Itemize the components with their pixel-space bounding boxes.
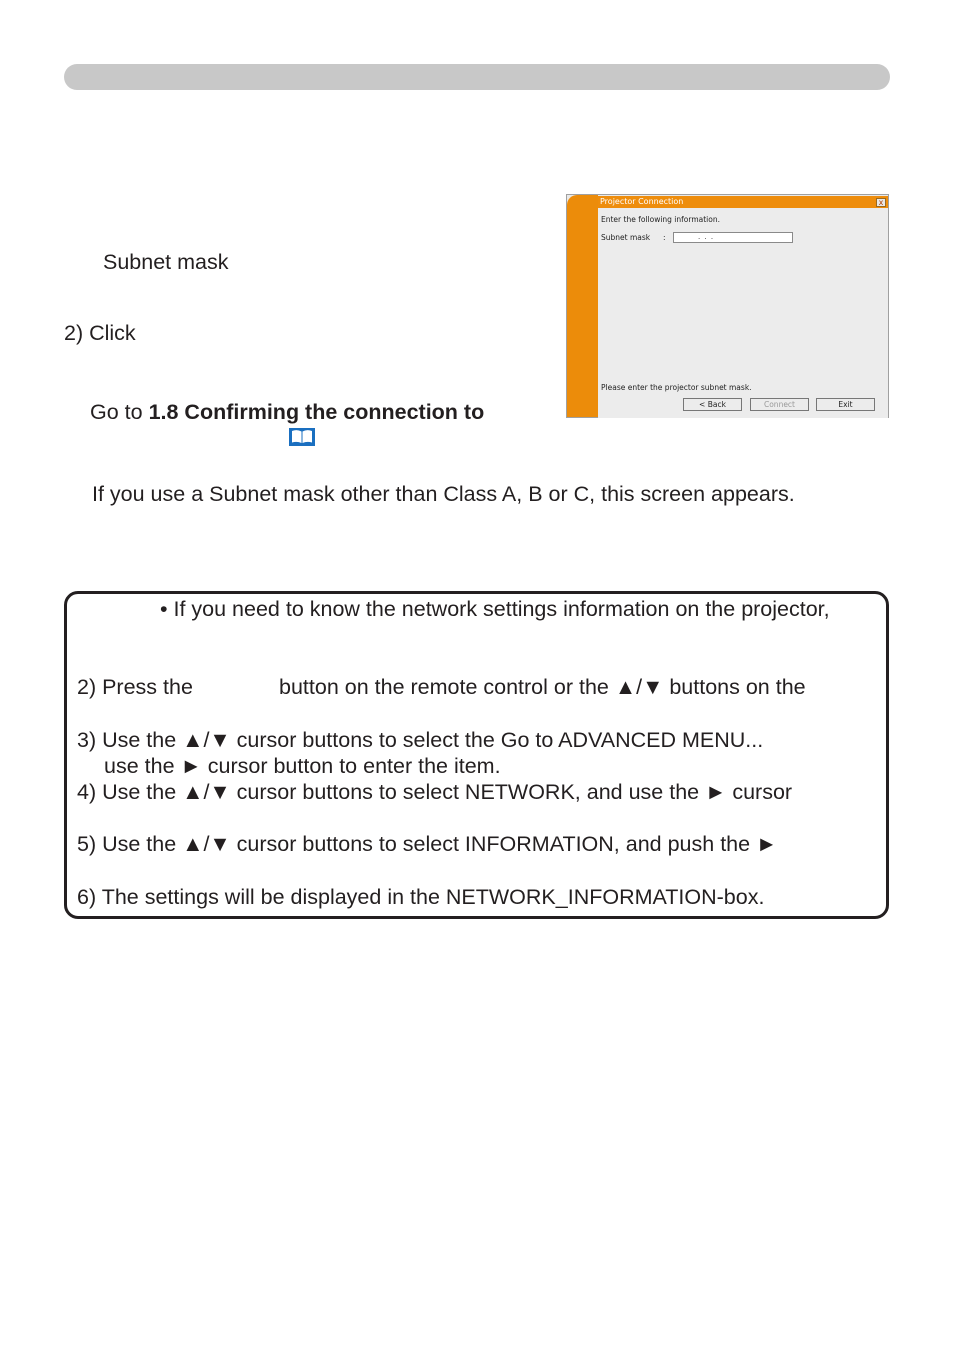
dialog-instruction: Enter the following information.: [601, 215, 720, 224]
projector-connection-dialog: [566, 194, 889, 418]
note-line-5: 5) Use the ▲/▼ cursor buttons to select INFORMATION, and push the ►: [77, 832, 778, 856]
note-line-4: 4) Use the ▲/▼ cursor buttons to select NETWORK, and use the ► cursor: [77, 780, 793, 804]
dialog-status-text: Please enter the projector subnet mask.: [601, 383, 752, 392]
subnet-mask-input[interactable]: . . .: [673, 232, 793, 243]
exit-button[interactable]: Exit: [816, 398, 875, 411]
subnet-mask-label: Subnet mask: [103, 250, 229, 274]
connect-button[interactable]: Connect: [750, 398, 809, 411]
back-button[interactable]: < Back: [683, 398, 742, 411]
header-bar: [64, 64, 890, 90]
note-line-1: • If you need to know the network settings information on the projector,: [160, 597, 830, 621]
subnet-class-note: If you use a Subnet mask other than Class A, B or C, this screen appears.: [92, 482, 795, 506]
close-icon[interactable]: x: [876, 198, 886, 207]
note-line-3b: use the ► cursor button to enter the item.: [104, 754, 501, 778]
dialog-title-bar: [598, 196, 888, 208]
subnet-mask-field-label: Subnet mask: [601, 233, 651, 242]
goto-reference: [90, 402, 484, 424]
goto-section-link[interactable]: 1.8 Confirming the connection to: [148, 400, 485, 424]
goto-prefix: Go to: [90, 400, 149, 424]
book-icon[interactable]: [289, 428, 315, 446]
field-colon: :: [663, 233, 666, 242]
note-line-2: 2) Press the: [77, 675, 193, 699]
note-line-2b: button on the remote control or the ▲/▼ buttons on the: [279, 675, 806, 699]
note-line-3: 3) Use the ▲/▼ cursor buttons to select the Go to ADVANCED MENU...: [77, 728, 764, 752]
dialog-title: Projector Connection: [600, 197, 684, 206]
dialog-side-accent: [567, 195, 598, 417]
note-line-6: 6) The settings will be displayed in the NETWORK_INFORMATION-box.: [77, 885, 765, 909]
dialog-body: [598, 208, 888, 418]
step-2-click: 2) Click: [64, 321, 136, 345]
